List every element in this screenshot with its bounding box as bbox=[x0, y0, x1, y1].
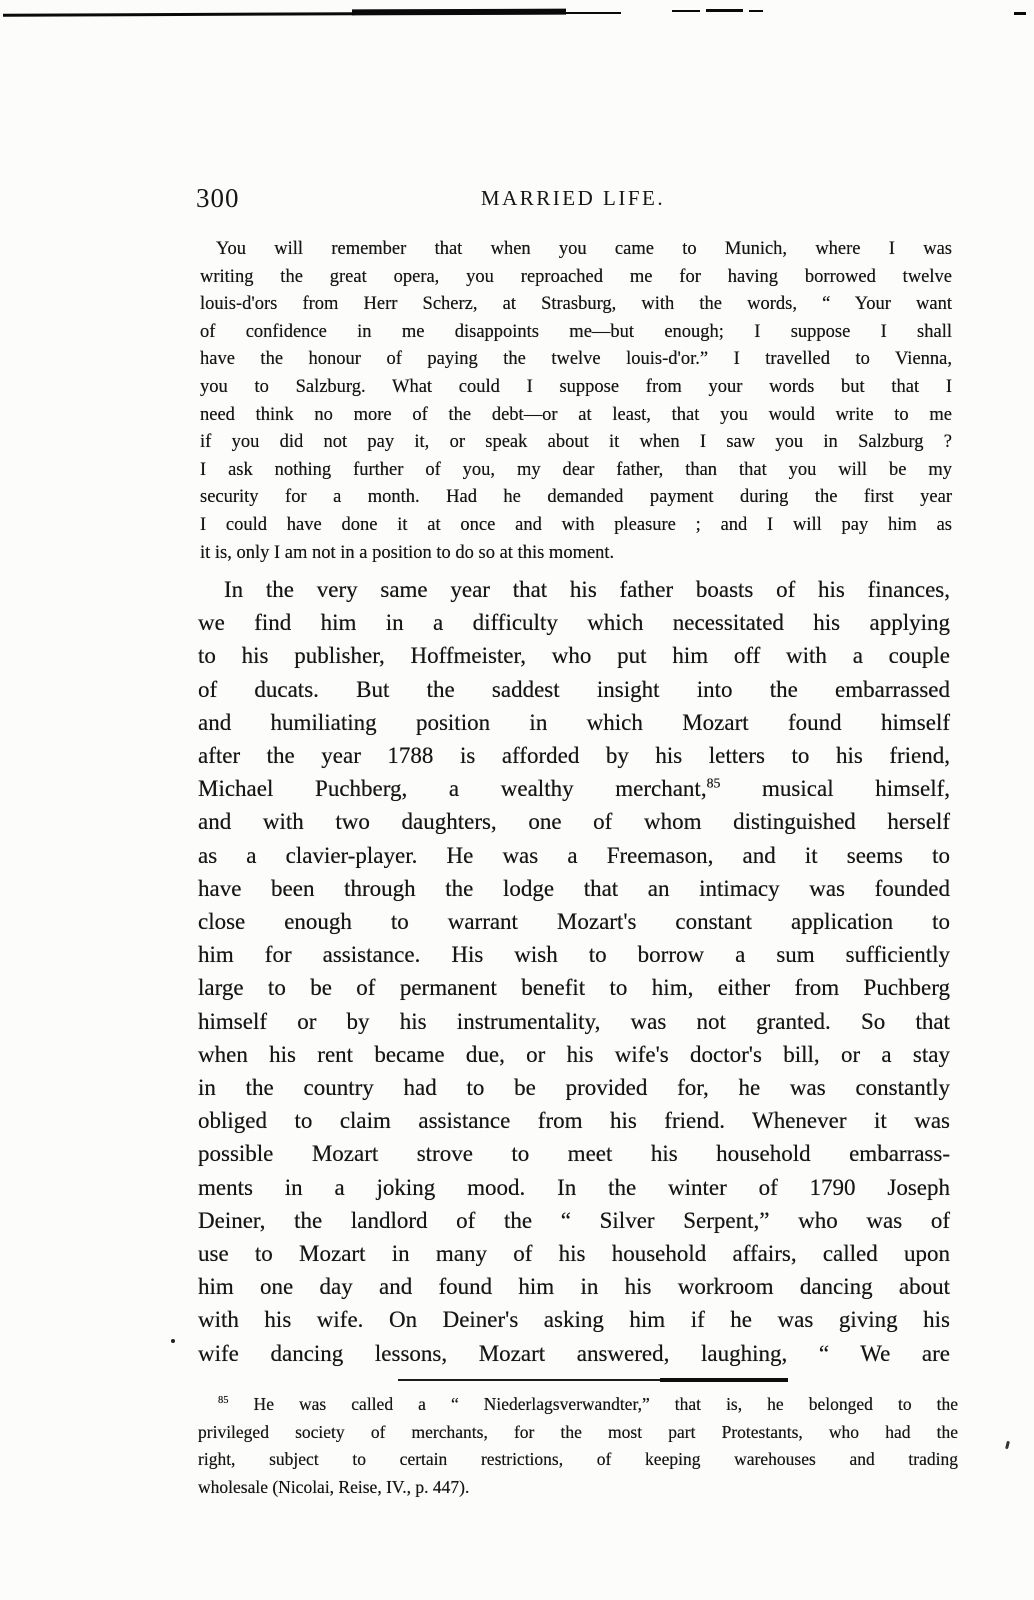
letter-quote-block bbox=[200, 236, 952, 567]
text-line: writing the great opera, you reproached me for having borrowed twelve bbox=[200, 266, 952, 287]
text-line: of confidence in me disappoints me—but enough; I suppose I shall bbox=[200, 321, 952, 342]
text-line: him for assistance. His wish to borrow a sum sufficiently bbox=[198, 942, 950, 968]
text-line: you to Salzburg. What could I suppose from your words but that I bbox=[200, 376, 952, 397]
text-line: of ducats. But the saddest insight into the embarrassed bbox=[198, 676, 950, 702]
text-line: with his wife. On Deiner's asking him if he was giving his bbox=[198, 1307, 950, 1333]
running-head bbox=[196, 183, 950, 213]
text-line: after the year 1788 is afforded by his letters to his friend, bbox=[198, 743, 950, 769]
scan-dash-artifact bbox=[706, 9, 743, 12]
text-line: when his rent became due, or his wife's doctor's bill, or a stay bbox=[198, 1041, 950, 1067]
text-line: Deiner, the landlord of the “ Silver Serpent,” who was of bbox=[198, 1207, 950, 1233]
text-line: louis-d'ors from Herr Scherz, at Strasburg, with the words, “ Your want bbox=[200, 294, 952, 315]
text-line: and with two daughters, one of whom distinguished herself bbox=[198, 809, 950, 835]
text-line: You will remember that when you came to Munich, where I was bbox=[216, 239, 952, 259]
text-line: ments in a joking mood. In the winter of 1790 Joseph bbox=[198, 1174, 950, 1200]
text-line: possible Mozart strove to meet his household embarrass- bbox=[198, 1141, 950, 1167]
text-line: I ask nothing further of you, my dear father, than that you will be my bbox=[200, 459, 952, 480]
text-line: In the very same year that his father boasts of his finances, bbox=[224, 577, 950, 602]
text-line: himself or by his instrumentality, was not granted. So that bbox=[198, 1008, 950, 1034]
text-line: have been through the lodge that an intimacy was founded bbox=[198, 875, 950, 901]
text-line: obliged to claim assistance from his friend. Whenever it was bbox=[198, 1108, 950, 1134]
scan-dash-artifact bbox=[749, 10, 763, 12]
text-line: have the honour of paying the twelve louis-d'or.” I travelled to Vienna, bbox=[200, 349, 952, 370]
scan-dash-artifact bbox=[672, 10, 700, 12]
page-number: 300 bbox=[196, 183, 240, 213]
text-line: security for a month. Had he demanded payment during the first year bbox=[200, 487, 952, 508]
text-line: wife dancing lessons, Mozart answered, laughing, “ We are bbox=[198, 1340, 950, 1366]
text-line: privileged society of merchants, for the most part Protestants, who had the bbox=[198, 1421, 958, 1442]
stray-ink-mark bbox=[1005, 1441, 1010, 1449]
text-line: $^{85}$ He was called a “ Niederlagsverwandter,” that is, he belonged to the bbox=[218, 1394, 958, 1414]
footnote-block bbox=[198, 1391, 958, 1501]
stray-ink-dot bbox=[171, 1339, 175, 1343]
text-line: Michael Puchberg, a wealthy merchant,$^{85}$ musical himself, bbox=[198, 775, 950, 802]
footnote-rule bbox=[398, 1379, 788, 1381]
body-paragraph bbox=[198, 573, 950, 1370]
text-line: I could have done it at once and with pleasure ; and I will pay him as bbox=[200, 514, 952, 535]
text-line: as a clavier-player. He was a Freemason, and it seems to bbox=[198, 842, 950, 868]
text-line: need think no more of the debt—or at least, that you would write to me bbox=[200, 404, 952, 425]
page-title: MARRIED LIFE. bbox=[480, 186, 666, 210]
scan-tick-artifact bbox=[1014, 12, 1026, 15]
text-line: him one day and found him in his workroom dancing about bbox=[198, 1274, 950, 1300]
text-line: right, subject to certain restrictions, of keeping warehouses and trading bbox=[198, 1449, 958, 1469]
text-line: wholesale (Nicolai, Reise, IV., p. 447). bbox=[198, 1476, 470, 1497]
text-line: it is, only I am not in a position to do so at this moment. bbox=[200, 542, 615, 563]
text-line: to his publisher, Hoffmeister, who put him off with a couple bbox=[198, 643, 950, 669]
text-line: close enough to warrant Mozart's constant application to bbox=[198, 909, 950, 935]
text-line: and humiliating position in which Mozart found himself bbox=[198, 709, 950, 735]
scan-streak-artifact bbox=[352, 9, 566, 16]
text-line: use to Mozart in many of his household affairs, called upon bbox=[198, 1241, 950, 1267]
text-line: in the country had to be provided for, he was constantly bbox=[198, 1075, 950, 1101]
text-line: we find him in a difficulty which necessitated his applying bbox=[198, 610, 950, 636]
scan-streak-artifact bbox=[563, 12, 621, 14]
text-line: large to be of permanent benefit to him, either from Puchberg bbox=[198, 975, 950, 1001]
scan-streak-artifact bbox=[3, 12, 355, 17]
text-line: if you did not pay it, or speak about it when I saw you in Salzburg ? bbox=[200, 432, 952, 453]
